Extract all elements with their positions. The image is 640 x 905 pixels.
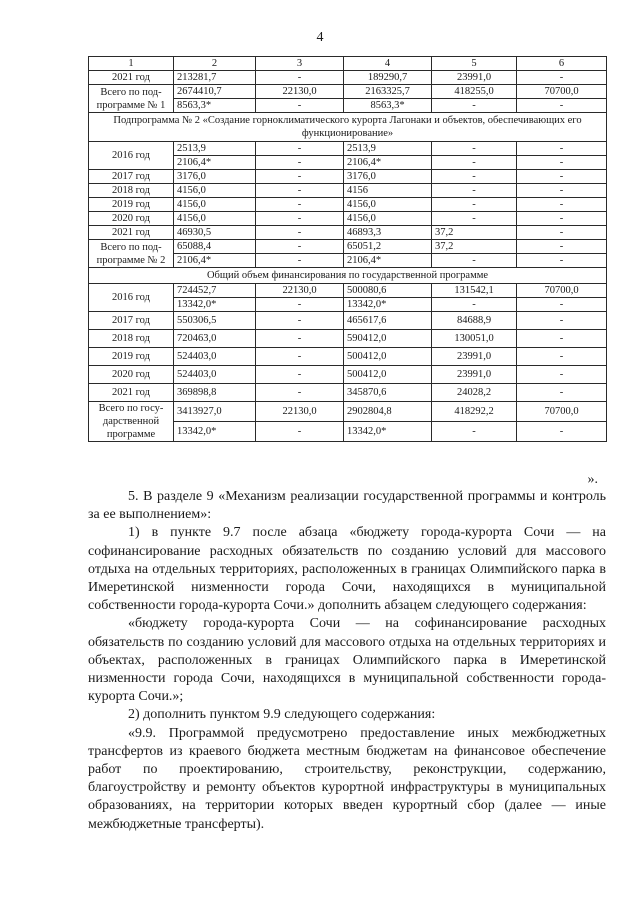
cell: - [256, 184, 344, 198]
cell: 500412,0 [344, 366, 432, 384]
cell: - [256, 142, 344, 156]
section-title-total-program: Общий объем финансирования по государственной программе [89, 268, 607, 284]
row-label: 2018 год [89, 184, 174, 198]
cell: - [517, 212, 607, 226]
header-cell: 3 [256, 57, 344, 71]
table-row [89, 240, 607, 254]
cell: 37,2 [432, 240, 517, 254]
cell: - [432, 99, 517, 113]
table-row [89, 312, 607, 330]
cell: - [517, 422, 607, 442]
cell: - [432, 254, 517, 268]
header-cell: 6 [517, 57, 607, 71]
cell: - [517, 298, 607, 312]
header-cell: 1 [89, 57, 174, 71]
body-text [88, 488, 606, 834]
cell: - [432, 198, 517, 212]
table-row [89, 384, 607, 402]
cell: - [256, 312, 344, 330]
cell: 2902804,8 [344, 402, 432, 422]
cell: 70700,0 [517, 284, 607, 298]
cell: - [517, 99, 607, 113]
row-label: 2017 год [89, 312, 174, 330]
row-label: 2017 год [89, 170, 174, 184]
cell: - [256, 298, 344, 312]
cell: 2106,4* [344, 254, 432, 268]
cell: 4156,0 [174, 184, 256, 198]
cell: - [517, 312, 607, 330]
row-label: 2016 год [89, 284, 174, 312]
section-row [89, 113, 607, 142]
section-row [89, 268, 607, 284]
table-row [89, 348, 607, 366]
table-row [89, 142, 607, 156]
cell: - [517, 240, 607, 254]
cell: 550306,5 [174, 312, 256, 330]
cell: 345870,6 [344, 384, 432, 402]
table-row [89, 402, 607, 422]
table-row [89, 85, 607, 99]
cell: - [256, 99, 344, 113]
cell: 2106,4* [174, 254, 256, 268]
cell: 13342,0* [174, 298, 256, 312]
cell: 46930,5 [174, 226, 256, 240]
cell-local: 23991,0 [432, 71, 517, 85]
cell: - [517, 384, 607, 402]
cell: 720463,0 [174, 330, 256, 348]
cell: - [517, 156, 607, 170]
table-row [89, 212, 607, 226]
cell: 22130,0 [256, 402, 344, 422]
cell-total: 213281,7 [174, 71, 256, 85]
cell: - [517, 142, 607, 156]
row-label: 2020 год [89, 366, 174, 384]
cell: 2106,4* [344, 156, 432, 170]
row-label: 2019 год [89, 348, 174, 366]
cell: - [256, 422, 344, 442]
row-label: 2021 год [89, 226, 174, 240]
cell-regional: 189290,7 [344, 71, 432, 85]
table-header-row [89, 57, 607, 71]
cell: 590412,0 [344, 330, 432, 348]
cell: 70700,0 [517, 402, 607, 422]
cell: 524403,0 [174, 366, 256, 384]
cell: - [256, 198, 344, 212]
cell: - [517, 226, 607, 240]
row-label-total-subprogram-1: Всего по под-программе № 1 [89, 85, 174, 113]
cell: 465617,6 [344, 312, 432, 330]
cell: 724452,7 [174, 284, 256, 298]
cell: - [432, 422, 517, 442]
closing-quote-mark: ». [587, 472, 598, 487]
table-row [89, 71, 607, 85]
cell: 4156 [344, 184, 432, 198]
cell: - [256, 240, 344, 254]
cell: - [517, 198, 607, 212]
header-cell: 2 [174, 57, 256, 71]
financing-table [88, 56, 607, 442]
row-label-total-subprogram-2: Всего по под-программе № 2 [89, 240, 174, 268]
cell: 418292,2 [432, 402, 517, 422]
table-row [89, 184, 607, 198]
cell: 369898,8 [174, 384, 256, 402]
cell: 37,2 [432, 226, 517, 240]
cell: - [432, 184, 517, 198]
cell: - [432, 170, 517, 184]
section-title-subprogram-2: Подпрограмма № 2 «Создание горноклиматического курорта Лагонаки и объектов, обеспечивающих его функционирование» [89, 113, 607, 142]
cell: - [517, 330, 607, 348]
cell: - [256, 330, 344, 348]
cell: 418255,0 [432, 85, 517, 99]
cell: 2163325,7 [344, 85, 432, 99]
cell: - [517, 184, 607, 198]
cell: - [256, 254, 344, 268]
cell: - [432, 298, 517, 312]
paragraph: 2) дополнить пунктом 9.9 следующего содержания: [128, 707, 436, 723]
cell: 524403,0 [174, 348, 256, 366]
cell: - [256, 366, 344, 384]
table-row [89, 226, 607, 240]
cell: - [256, 384, 344, 402]
cell: 3413927,0 [174, 402, 256, 422]
cell: 65051,2 [344, 240, 432, 254]
cell: 23991,0 [432, 348, 517, 366]
cell: - [432, 142, 517, 156]
cell: 13342,0* [174, 422, 256, 442]
row-label: 2018 год [89, 330, 174, 348]
page-number: 4 [316, 30, 324, 45]
cell: 13342,0* [344, 298, 432, 312]
table-row [89, 170, 607, 184]
table-row [89, 198, 607, 212]
cell: - [517, 348, 607, 366]
cell: 500412,0 [344, 348, 432, 366]
row-label: 2021 год [89, 71, 174, 85]
cell: 130051,0 [432, 330, 517, 348]
cell: 8563,3* [344, 99, 432, 113]
paragraph: «9.9. Программой предусмотрено предоставление иных межбюджетных трансфертов из краевого бюджета местным бюджетам на финансовое обеспечение работ по проектированию, строительству, реконструкции, содержанию, благоустройству и ремонту объектов курортной инфраструктуры в муниципальных образованиях, на территории которых введен курортный сбор (далее — иные межбюджетные трансферты). [88, 725, 606, 832]
cell: 70700,0 [517, 85, 607, 99]
cell: 3176,0 [174, 170, 256, 184]
cell: 4156,0 [344, 212, 432, 226]
cell: - [432, 212, 517, 226]
cell-extra: - [517, 71, 607, 85]
cell: - [432, 156, 517, 170]
cell: 84688,9 [432, 312, 517, 330]
cell: - [256, 212, 344, 226]
cell: 24028,2 [432, 384, 517, 402]
cell: 2106,4* [174, 156, 256, 170]
cell: - [256, 156, 344, 170]
table-row [89, 366, 607, 384]
cell: 22130,0 [256, 284, 344, 298]
table-row [89, 330, 607, 348]
cell: - [256, 348, 344, 366]
cell: 23991,0 [432, 366, 517, 384]
cell: 2513,9 [344, 142, 432, 156]
row-label: 2016 год [89, 142, 174, 170]
paragraph: «бюджету города-курорта Сочи — на софинансирование расходных обязательств по созданию условий для массового отдыха на отдельных территориях и объектах, расположенных в границах Олимпийского парка в Имеретинской низменности города Сочи, находящихся в муниципальной собственности города-курорта Сочи.»; [88, 616, 606, 705]
cell: 2674410,7 [174, 85, 256, 99]
cell: 4156,0 [174, 212, 256, 226]
cell: 131542,1 [432, 284, 517, 298]
header-cell: 4 [344, 57, 432, 71]
cell: - [256, 226, 344, 240]
paragraph: 5. В разделе 9 «Механизм реализации государственной программы и контроль за ее выполнением»: [88, 489, 606, 523]
cell: 22130,0 [256, 85, 344, 99]
cell: 2513,9 [174, 142, 256, 156]
cell: - [517, 170, 607, 184]
row-label: 2021 год [89, 384, 174, 402]
cell: 46893,3 [344, 226, 432, 240]
cell: - [256, 170, 344, 184]
cell-federal: - [256, 71, 344, 85]
cell: 3176,0 [344, 170, 432, 184]
cell: 65088,4 [174, 240, 256, 254]
cell: 4156,0 [344, 198, 432, 212]
row-label: 2019 год [89, 198, 174, 212]
cell: 4156,0 [174, 198, 256, 212]
row-label-total-program: Всего по госу-дарственной программе [89, 402, 174, 442]
row-label: 2020 год [89, 212, 174, 226]
table-row [89, 284, 607, 298]
header-cell: 5 [432, 57, 517, 71]
cell: - [517, 366, 607, 384]
cell: 500080,6 [344, 284, 432, 298]
cell: 8563,3* [174, 99, 256, 113]
cell: - [517, 254, 607, 268]
cell: 13342,0* [344, 422, 432, 442]
paragraph: 1) в пункте 9.7 после абзаца «бюджету города-курорта Сочи — на софинансирование расходных обязательств по созданию условий для массового отдыха на отдельных территориях, расположенных в границах Олимпийского парка в Имеретинской низменности города Сочи, находящихся в муниципальной собственности города-курорта Сочи.» дополнить абзацем следующего содержания: [88, 525, 606, 614]
